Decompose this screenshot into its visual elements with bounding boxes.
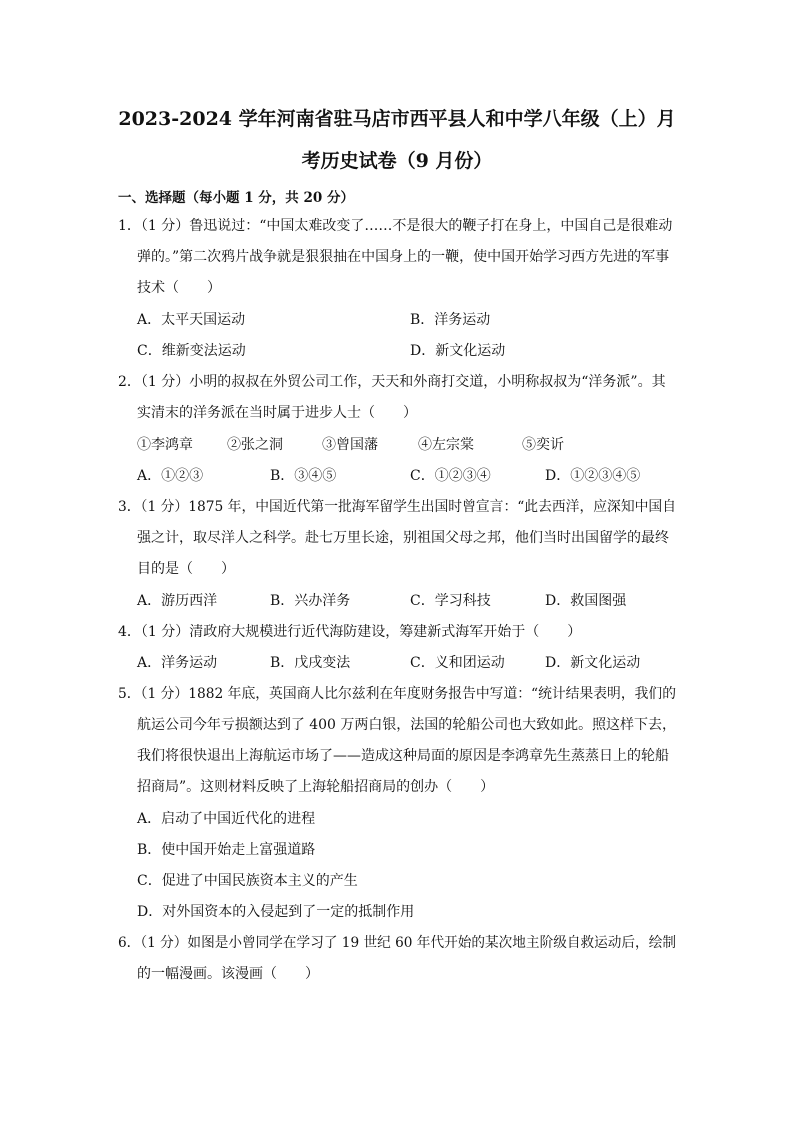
q6-stem-line1: 6．（1 分）如图是小曾同学在学习了 19 世纪 60 年代开始的某次地主阶级自救运动后，绘制 xyxy=(118,935,676,951)
q2-option-d: D．①②③④⑤ xyxy=(545,468,641,484)
q2-stem-line1: 2．（1 分）小明的叔叔在外贸公司工作，天天和外商打交道，小明称叔叔为“洋务派”。其 xyxy=(118,374,666,390)
q3-stem-line1: 3．（1 分）1875 年，中国近代第一批海军留学生出国时曾宣言：“此去西洋，应深知中国自 xyxy=(118,499,677,515)
q2-item-5: ⑤奕䜣 xyxy=(522,437,564,453)
q2-item-3: ③曾国藩 xyxy=(322,437,378,453)
q1-stem-line1: 1．（1 分）鲁迅说过：“中国太难改变了……不是很大的鞭子打在身上，中国自己是很难动 xyxy=(118,218,673,234)
exam-title-line1: 2023-2024 学年河南省驻马店市西平县人和中学八年级（上）月 xyxy=(118,108,676,130)
q5-stem-line2: 航运公司今年亏损额达到了 400 万两白银，法国的轮船公司也大致如此。照这样下去， xyxy=(137,717,676,733)
q1-option-a: A．太平天国运动 xyxy=(137,312,246,328)
q4-option-a: A．洋务运动 xyxy=(137,655,218,671)
q1-option-c: C．维新变法运动 xyxy=(137,343,246,359)
q3-option-a: A．游历西洋 xyxy=(137,593,218,609)
q5-stem-line4: 招商局”。这则材料反映了上海轮船招商局的创办（ ） xyxy=(137,779,495,795)
exam-title-line2: 考历史试卷（9 月份） xyxy=(301,150,493,172)
q2-option-c: C．①②③④ xyxy=(410,468,491,484)
q5-option-a: A．启动了中国近代化的进程 xyxy=(137,811,316,827)
q2-item-1: ①李鸿章 xyxy=(137,437,193,453)
q5-stem-line3: 我们将很快退出上海航运市场了——造成这种局面的原因是李鸿章先生蒸蒸日上的轮船 xyxy=(137,748,669,764)
q5-option-b: B．使中国开始走上富强道路 xyxy=(137,842,316,858)
q5-option-c: C．促进了中国民族资本主义的产生 xyxy=(137,873,358,889)
q1-stem-line2: 弹的。”第二次鸦片战争就是狠狠抽在中国身上的一鞭，使中国开始学习西方先进的军事 xyxy=(137,249,670,265)
q1-option-d: D．新文化运动 xyxy=(410,343,506,359)
q1-stem-line3: 技术（ ） xyxy=(137,280,221,296)
q5-option-d: D．对外国资本的入侵起到了一定的抵制作用 xyxy=(137,904,415,920)
q4-option-d: D．新文化运动 xyxy=(545,655,641,671)
q5-stem-line1: 5．（1 分）1882 年底，英国商人比尔兹利在年度财务报告中写道：“统计结果表明，我们的 xyxy=(118,686,677,702)
q4-option-c: C．义和团运动 xyxy=(410,655,505,671)
section-heading-choice: 一、选择题（每小题 1 分，共 20 分） xyxy=(118,190,354,206)
q3-option-c: C．学习科技 xyxy=(410,593,491,609)
q4-stem-line1: 4．（1 分）清政府大规模进行近代海防建设，筹建新式海军开始于（ ） xyxy=(118,624,582,640)
q2-item-2: ②张之洞 xyxy=(227,437,283,453)
q4-option-b: B．戊戌变法 xyxy=(270,655,351,671)
q1-option-b: B．洋务运动 xyxy=(410,312,491,328)
q2-stem-line2: 实清末的洋务派在当时属于进步人士（ ） xyxy=(137,405,417,421)
q3-stem-line3: 目的是（ ） xyxy=(137,561,235,577)
q3-stem-line2: 强之计，取尽洋人之科学。赴七万里长途，别祖国父母之邦，他们当时出国留学的最终 xyxy=(137,530,669,546)
q2-option-b: B．③④⑤ xyxy=(270,468,337,484)
q2-option-a: A．①②③ xyxy=(137,468,204,484)
q3-option-d: D．救国图强 xyxy=(545,593,627,609)
q2-item-4: ④左宗棠 xyxy=(418,437,474,453)
q3-option-b: B．兴办洋务 xyxy=(270,593,351,609)
q6-stem-line2: 的一幅漫画。该漫画（ ） xyxy=(137,966,319,982)
